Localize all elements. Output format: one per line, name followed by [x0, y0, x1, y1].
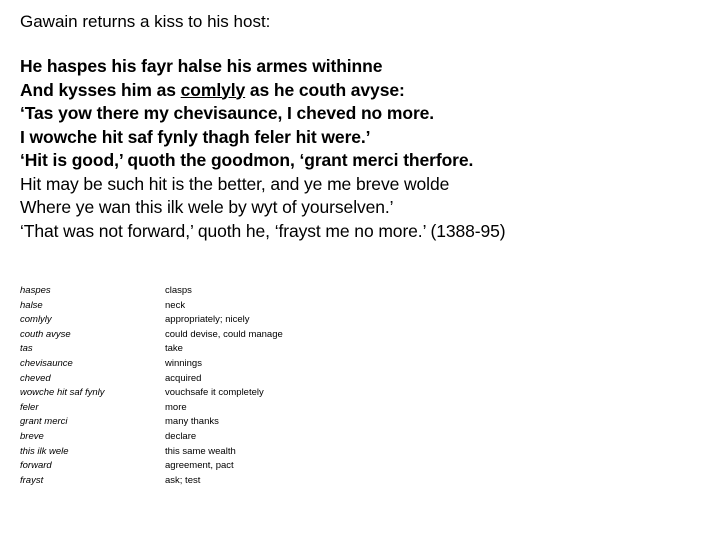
poem-line: He haspes his fayr halse his armes withinne: [20, 56, 383, 76]
glossary-word: grant merci: [20, 416, 68, 428]
poem-line: ‘That was not forward,’ quoth he, ‘frayst me no more.’ (1388-95): [20, 220, 506, 241]
glossary-words: [20, 284, 104, 488]
slide-heading: Gawain returns a kiss to his host:: [20, 12, 271, 31]
poem-line: [20, 79, 505, 103]
poem-line: Hit may be such hit is the better, and ye me breve wolde: [20, 173, 450, 194]
glossary-meaning: more: [165, 401, 187, 413]
poem-line: ‘Hit is good,’ quoth the goodmon, ‘grant merci therfore.: [20, 150, 474, 170]
glossary-word: cheved: [20, 372, 51, 384]
glossary-meaning: clasps: [165, 285, 192, 296]
glossary-meaning: could devise, could manage: [165, 328, 283, 340]
glossary-word: forward: [20, 460, 52, 472]
glossary-word: tas: [20, 343, 33, 355]
glossary-meaning: winnings: [165, 357, 202, 369]
glossary-word: frayst: [20, 474, 44, 486]
glossary-word: comlyly: [20, 314, 52, 326]
glossary-word: haspes: [20, 285, 51, 296]
glossary-meaning: agreement, pact: [165, 460, 234, 472]
glossary-word: breve: [20, 430, 44, 442]
glossary-word: this ilk wele: [20, 445, 69, 457]
glossary-meaning: vouchsafe it completely: [165, 387, 264, 399]
glossary-word: wowche hit saf fynly: [20, 387, 105, 399]
glossary-meaning: take: [165, 343, 183, 355]
poem-excerpt: [20, 55, 505, 243]
poem-line: Where ye wan this ilk wele by wyt of yourselven.’: [20, 197, 394, 217]
glossary-meaning: appropriately; nicely: [165, 314, 250, 326]
glossary-meaning: neck: [165, 299, 186, 311]
glossary-meaning: this same wealth: [165, 445, 236, 457]
glossary-word: halse: [20, 299, 43, 311]
glossary-meanings: [165, 284, 283, 488]
underlined-word: comlyly: [180, 79, 246, 100]
glossary-word: feler: [20, 401, 39, 413]
poem-line: I wowche hit saf fynly thagh feler hit were.’: [20, 126, 371, 147]
poem-line-part: as he couth avyse:: [245, 79, 405, 100]
glossary-meaning: acquired: [165, 372, 202, 384]
poem-line-part: And kysses him as: [20, 79, 181, 100]
glossary-meaning: ask; test: [165, 474, 201, 486]
poem-line: ‘Tas yow there my chevisaunce, I cheved no more.: [20, 103, 435, 123]
glossary-meaning: declare: [165, 430, 197, 442]
glossary-meaning: many thanks: [165, 416, 219, 428]
glossary-word: couth avyse: [20, 328, 71, 340]
glossary-word: chevisaunce: [20, 357, 73, 369]
